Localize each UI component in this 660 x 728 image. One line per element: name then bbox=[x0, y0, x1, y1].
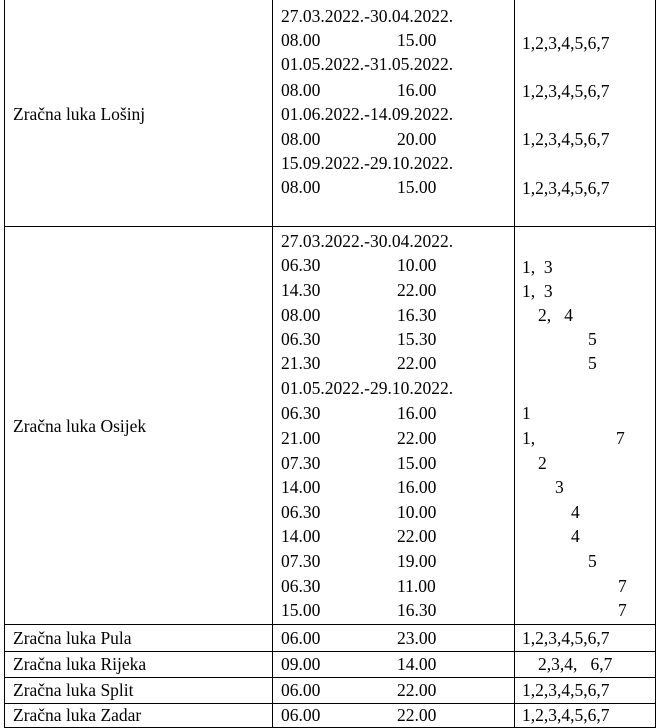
operating-days: 1 bbox=[522, 403, 531, 423]
operating-days: 7 bbox=[618, 600, 627, 620]
opening-time: 09.00 bbox=[281, 654, 321, 674]
operating-days: 1,2,3,4,5,6,7 bbox=[522, 178, 610, 198]
operating-days: 1,2,3,4,5,6,7 bbox=[522, 33, 610, 53]
operating-days: 2, 4 bbox=[538, 305, 573, 325]
closing-time: 16.00 bbox=[397, 403, 437, 423]
opening-time: 06.30 bbox=[281, 403, 321, 423]
opening-time: 15.00 bbox=[281, 600, 321, 620]
airport-name: Zračna luka Lošinj bbox=[13, 104, 146, 124]
opening-time: 08.00 bbox=[281, 129, 321, 149]
operating-days: 3 bbox=[555, 477, 564, 497]
operating-days: 1,2,3,4,5,6,7 bbox=[522, 680, 610, 700]
opening-time: 06.00 bbox=[281, 705, 321, 725]
operating-days: 4 bbox=[571, 526, 580, 546]
date-period: 15.09.2022.-29.10.2022. bbox=[281, 153, 454, 173]
closing-time: 16.00 bbox=[397, 80, 437, 100]
opening-time: 21.30 bbox=[281, 353, 321, 373]
date-period: 01.05.2022.-31.05.2022. bbox=[281, 54, 454, 74]
operating-days: 1,2,3,4,5,6,7 bbox=[522, 81, 610, 101]
operating-days: 2 bbox=[538, 453, 547, 473]
airport-hours-table bbox=[4, 0, 656, 728]
closing-time: 22.00 bbox=[397, 680, 437, 700]
date-period: 27.03.2022.-30.04.2022. bbox=[281, 231, 454, 251]
operating-days: 1,2,3,4,5,6,7 bbox=[522, 705, 610, 725]
airport-name: Zračna luka Osijek bbox=[13, 416, 147, 436]
closing-time: 16.30 bbox=[397, 600, 437, 620]
closing-time: 15.00 bbox=[397, 453, 437, 473]
operating-days: 7 bbox=[618, 576, 627, 596]
date-period: 01.06.2022.-14.09.2022. bbox=[281, 104, 454, 124]
closing-time: 22.00 bbox=[397, 705, 437, 725]
column-divider-1 bbox=[272, 0, 273, 728]
closing-time: 11.00 bbox=[397, 576, 436, 596]
operating-days: 2,3,4, 6,7 bbox=[538, 654, 613, 674]
operating-days: 1,2,3,4,5,6,7 bbox=[522, 628, 610, 648]
opening-time: 08.00 bbox=[281, 80, 321, 100]
closing-time: 19.00 bbox=[397, 551, 437, 571]
closing-time: 14.00 bbox=[397, 654, 437, 674]
closing-time: 22.00 bbox=[397, 353, 437, 373]
closing-time: 16.00 bbox=[397, 477, 437, 497]
closing-time: 10.00 bbox=[397, 255, 437, 275]
opening-time: 06.30 bbox=[281, 255, 321, 275]
operating-days: 1, 3 bbox=[522, 281, 553, 301]
opening-time: 08.00 bbox=[281, 305, 321, 325]
operating-days: 5 bbox=[588, 353, 597, 373]
opening-time: 07.30 bbox=[281, 453, 321, 473]
opening-time: 07.30 bbox=[281, 551, 321, 571]
opening-time: 06.30 bbox=[281, 502, 321, 522]
opening-time: 06.00 bbox=[281, 628, 321, 648]
closing-time: 22.00 bbox=[397, 526, 437, 546]
operating-days: 1, bbox=[522, 428, 536, 448]
closing-time: 15.00 bbox=[397, 177, 437, 197]
opening-time: 06.30 bbox=[281, 576, 321, 596]
row-divider bbox=[4, 624, 656, 625]
opening-time: 06.30 bbox=[281, 329, 321, 349]
airport-name: Zračna luka Rijeka bbox=[13, 654, 147, 674]
closing-time: 23.00 bbox=[397, 628, 437, 648]
airport-name: Zračna luka Split bbox=[13, 680, 134, 700]
opening-time: 14.00 bbox=[281, 477, 321, 497]
operating-days: 7 bbox=[616, 428, 625, 448]
closing-time: 22.00 bbox=[397, 428, 437, 448]
operating-days: 5 bbox=[588, 551, 597, 571]
opening-time: 08.00 bbox=[281, 177, 321, 197]
closing-time: 10.00 bbox=[397, 502, 437, 522]
operating-days: 4 bbox=[571, 502, 580, 522]
closing-time: 20.00 bbox=[397, 129, 437, 149]
closing-time: 22.00 bbox=[397, 280, 437, 300]
operating-days: 1, 3 bbox=[522, 257, 553, 277]
opening-time: 21.00 bbox=[281, 428, 321, 448]
opening-time: 14.00 bbox=[281, 526, 321, 546]
opening-time: 14.30 bbox=[281, 280, 321, 300]
row-divider bbox=[4, 226, 656, 227]
closing-time: 16.30 bbox=[397, 305, 437, 325]
operating-days: 5 bbox=[588, 329, 597, 349]
closing-time: 15.30 bbox=[397, 329, 437, 349]
table-border-left bbox=[4, 0, 5, 728]
opening-time: 06.00 bbox=[281, 680, 321, 700]
table-border-right bbox=[655, 0, 656, 728]
airport-name: Zračna luka Pula bbox=[13, 628, 132, 648]
date-period: 01.05.2022.-29.10.2022. bbox=[281, 378, 454, 398]
closing-time: 15.00 bbox=[397, 30, 437, 50]
opening-time: 08.00 bbox=[281, 30, 321, 50]
operating-days: 1,2,3,4,5,6,7 bbox=[522, 129, 610, 149]
column-divider-2 bbox=[514, 0, 515, 728]
airport-name: Zračna luka Zadar bbox=[13, 705, 142, 725]
date-period: 27.03.2022.-30.04.2022. bbox=[281, 6, 454, 26]
